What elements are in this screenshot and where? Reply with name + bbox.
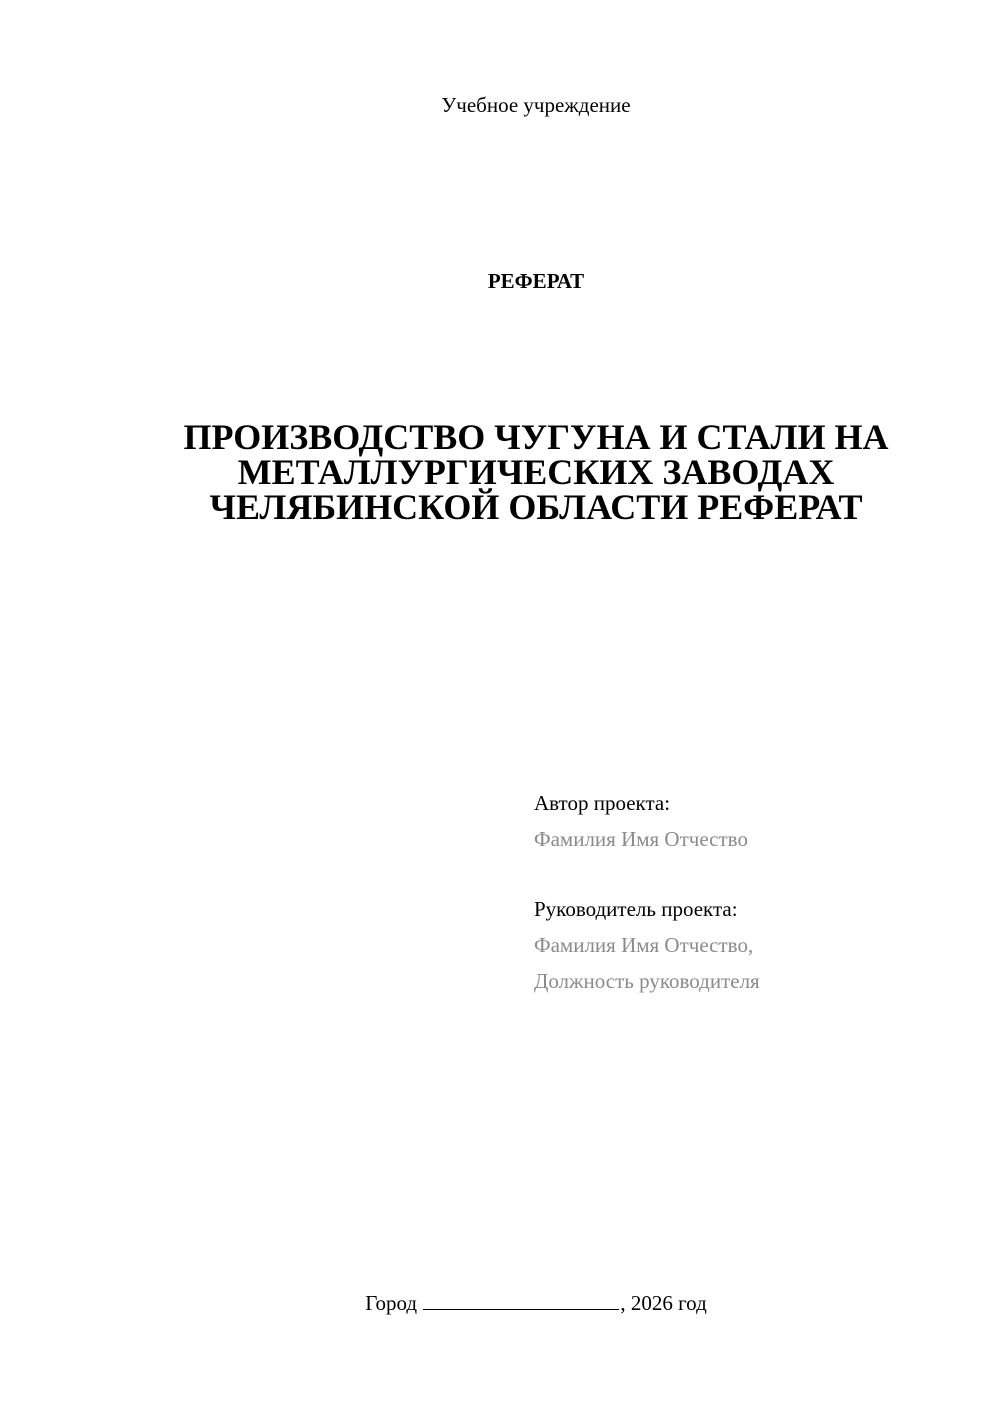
title-line-2: МЕТАЛЛУРГИЧЕСКИХ ЗАВОДАХ (237, 452, 835, 492)
title-line-3: ЧЕЛЯБИНСКОЙ ОБЛАСТИ РЕФЕРАТ (209, 487, 863, 527)
supervisor-name: Фамилия Имя Отчество, (534, 933, 754, 957)
author-name: Фамилия Имя Отчество (534, 827, 748, 851)
author-label: Автор проекта: (534, 791, 671, 815)
title-line-1: ПРОИЗВОДСТВО ЧУГУНА И СТАЛИ НА (183, 417, 889, 457)
footer-city-year (0, 1290, 1000, 1316)
supervisor-block (534, 891, 760, 999)
document-title (150, 417, 922, 527)
author-block (534, 785, 748, 857)
institution-name: Учебное учреждение (441, 93, 631, 117)
year-text: , 2026 год (620, 1291, 707, 1315)
supervisor-label: Руководитель проекта: (534, 897, 738, 921)
document-type: РЕФЕРАТ (487, 269, 585, 293)
supervisor-position: Должность руководителя (534, 969, 760, 993)
city-blank-line (423, 1291, 619, 1310)
city-label: Город (365, 1291, 418, 1315)
